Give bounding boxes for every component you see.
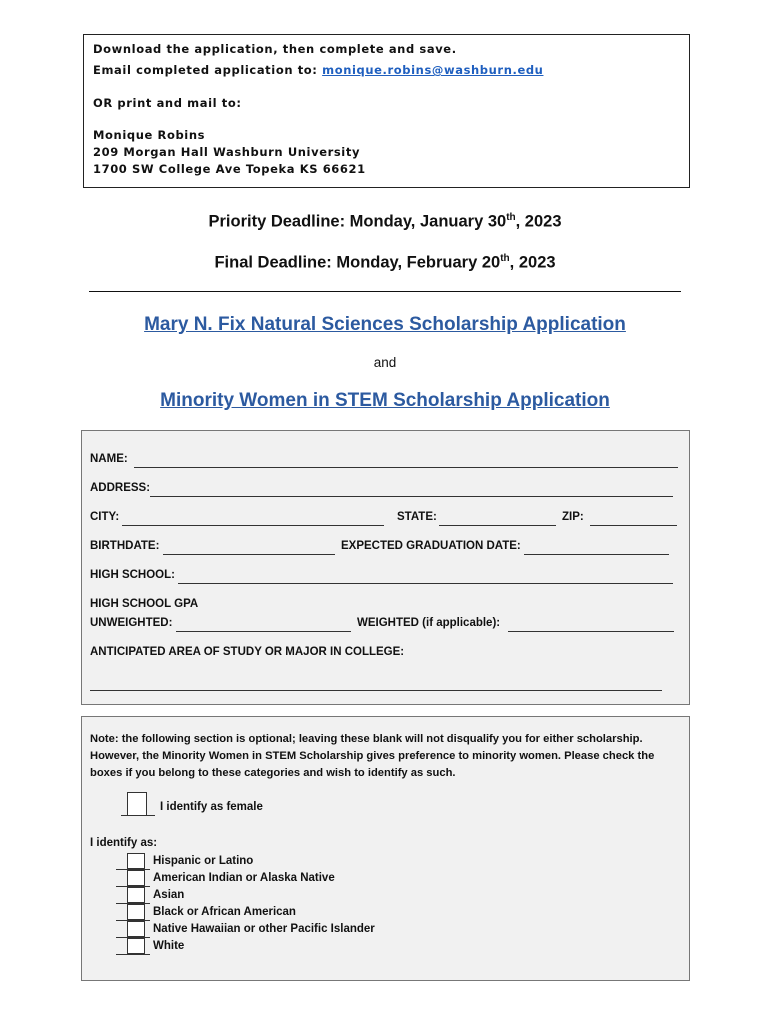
graduation-label: EXPECTED GRADUATION DATE: — [341, 540, 521, 552]
white-checkbox-underline — [116, 954, 150, 955]
area-of-study-label: ANTICIPATED AREA OF STUDY OR MAJOR IN COLLEGE: — [90, 646, 405, 658]
mail-instruction: OR print and mail to: — [93, 96, 242, 110]
black-checkbox[interactable] — [127, 904, 145, 920]
applicant-info-section — [81, 430, 690, 705]
email-prefix: Email completed application to: — [93, 63, 323, 77]
zip-label: ZIP: — [562, 511, 584, 523]
graduation-field[interactable] — [524, 554, 669, 555]
email-link[interactable]: monique.robins@washburn.edu — [322, 63, 544, 77]
female-label: I identify as female — [160, 801, 263, 813]
gpa-label: HIGH SCHOOL GPA — [90, 598, 199, 610]
white-checkbox[interactable] — [127, 938, 145, 954]
zip-field[interactable] — [590, 525, 677, 526]
asian-label: Asian — [153, 889, 185, 901]
state-label: STATE: — [397, 511, 437, 523]
american-indian-checkbox[interactable] — [127, 870, 145, 886]
pacific-islander-label: Native Hawaiian or other Pacific Islander — [153, 923, 375, 935]
email-instruction — [93, 62, 680, 79]
city-field[interactable] — [122, 525, 384, 526]
black-label: Black or African American — [153, 906, 296, 918]
download-instruction: Download the application, then complete and save. — [93, 42, 457, 56]
scholarship-title-2: Minority Women in STEM Scholarship Application — [160, 390, 610, 411]
white-label: White — [153, 940, 185, 952]
address-street1: 209 Morgan Hall Washburn University — [93, 145, 361, 159]
area-of-study-field[interactable] — [90, 690, 662, 691]
and-text: and — [373, 355, 397, 370]
birthdate-field[interactable] — [163, 554, 335, 555]
hispanic-checkbox[interactable] — [127, 853, 145, 869]
identify-as-label: I identify as: — [90, 837, 158, 849]
city-label: CITY: — [90, 511, 120, 523]
name-field[interactable] — [134, 467, 678, 468]
american-indian-label: American Indian or Alaska Native — [153, 872, 335, 884]
optional-note: Note: the following section is optional; leaving these blank will not disqualify you for either scholarship. However, the Minority Women in STEM Scholarship gives preference to minority women. Please check the boxes if you belong to these categories and wish to identify as such. — [90, 733, 655, 779]
asian-checkbox[interactable] — [127, 887, 145, 903]
address-street2: 1700 SW College Ave Topeka KS 66621 — [93, 162, 366, 176]
state-field[interactable] — [439, 525, 556, 526]
final-deadline: Final Deadline: Monday, February 20th, 2023 — [214, 253, 556, 272]
address-label: ADDRESS: — [90, 482, 151, 494]
mailing-instructions-box — [83, 34, 690, 188]
weighted-label: WEIGHTED (if applicable): — [357, 617, 501, 629]
female-checkbox[interactable] — [127, 792, 147, 816]
divider-line — [89, 291, 681, 292]
address-name: Monique Robins — [93, 128, 206, 142]
birthdate-label: BIRTHDATE: — [90, 540, 160, 552]
high-school-label: HIGH SCHOOL: — [90, 569, 175, 581]
pacific-islander-checkbox[interactable] — [127, 921, 145, 937]
unweighted-field[interactable] — [176, 631, 351, 632]
scholarship-title-1: Mary N. Fix Natural Sciences Scholarship Application — [144, 314, 626, 335]
hispanic-label: Hispanic or Latino — [153, 855, 254, 867]
address-field[interactable] — [150, 496, 673, 497]
weighted-field[interactable] — [508, 631, 674, 632]
priority-deadline: Priority Deadline: Monday, January 30th, 2023 — [208, 212, 562, 231]
unweighted-label: UNWEIGHTED: — [90, 617, 173, 629]
name-label: NAME: — [90, 453, 128, 465]
high-school-field[interactable] — [178, 583, 673, 584]
